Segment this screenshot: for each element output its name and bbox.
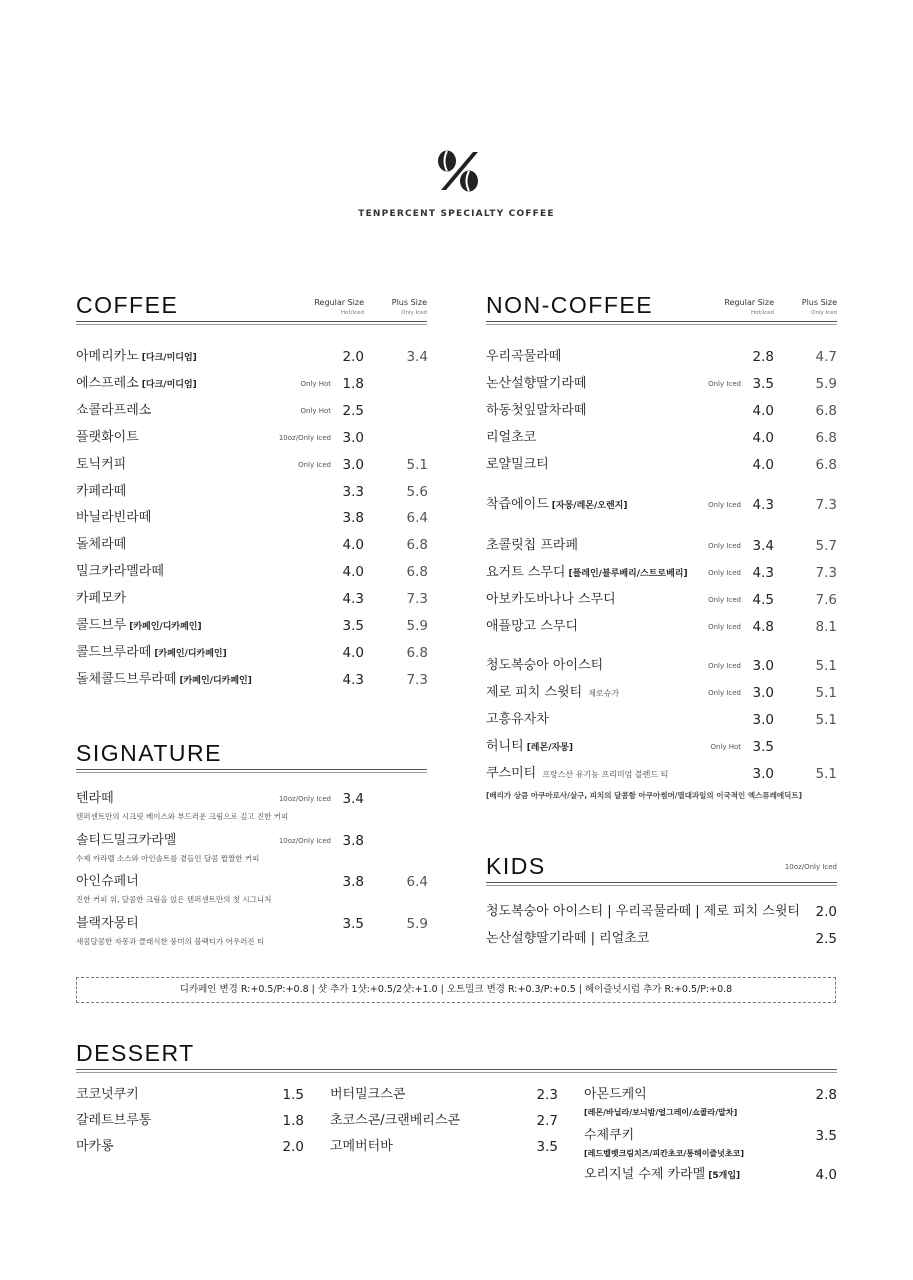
dessert-item-name: 초코스콘/크랜베리스콘 xyxy=(330,1113,460,1128)
menu-item-row xyxy=(486,656,741,676)
plus-price: 4.7 xyxy=(815,349,837,365)
regular-price: 3.8 xyxy=(342,510,364,527)
noncoffee-col-regular: Regular Size Hot/Iced xyxy=(724,298,774,316)
signature-rule xyxy=(76,769,427,770)
item-name: 착즙에이드 xyxy=(486,497,549,512)
menu-item-name xyxy=(486,656,603,676)
menu-item-row xyxy=(486,737,741,757)
kids-note: 10oz/Only Iced xyxy=(784,863,837,871)
item-note: Only Iced xyxy=(708,542,741,550)
item-name: 로얄밀크티 xyxy=(486,457,549,472)
regular-price: 2.0 xyxy=(342,349,364,365)
item-name: 토닉커피 xyxy=(76,456,127,472)
item-note: Only Hot xyxy=(710,743,741,751)
menu-item-row xyxy=(486,683,741,703)
dessert-item-name xyxy=(584,1165,740,1186)
menu-item-name xyxy=(76,589,126,609)
menu-item-row xyxy=(76,535,331,555)
regular-price: 3.3 xyxy=(342,483,364,500)
item-option: [다크/미디엄] xyxy=(141,379,197,390)
plus-price: 5.9 xyxy=(815,376,837,392)
item-memo: 제로슈가 xyxy=(588,689,620,698)
item-note: Only Iced xyxy=(708,596,741,604)
plus-price: 6.8 xyxy=(406,537,428,554)
menu-item-name xyxy=(76,535,126,555)
regular-price: 3.0 xyxy=(752,658,774,674)
kids-item-price: 2.0 xyxy=(815,904,837,920)
menu-item-name xyxy=(76,508,151,528)
item-description: 새콤달콤한 자몽과 클래식한 풍미의 블랙티가 어우러진 티 xyxy=(76,936,265,946)
regular-price: 4.0 xyxy=(752,457,774,473)
item-memo: 프랑스산 유기농 프리미엄 블렌드 티 xyxy=(542,770,669,779)
menu-item-row xyxy=(76,831,331,851)
dessert-item-name: 버터밀크스콘 xyxy=(330,1087,406,1102)
dessert-item-sub: [레몬/바닐라/보늬밤/얼그레이/쇼콜라/말차] xyxy=(584,1108,738,1117)
item-option: [다크/미디엄] xyxy=(141,353,197,363)
dessert-item-name: 코코넛쿠키 xyxy=(76,1087,139,1102)
dessert-item-price: 2.0 xyxy=(282,1139,304,1155)
regular-price: 4.0 xyxy=(342,644,364,661)
menu-item-row xyxy=(76,643,331,663)
coffee-title: COFFEE xyxy=(76,292,179,318)
menu-item-row xyxy=(76,455,331,475)
item-name: 카페모카 xyxy=(76,591,127,607)
menu-item-row xyxy=(486,455,741,475)
menu-item-row xyxy=(76,616,331,636)
item-name: 아보카도바나나 스무디 xyxy=(486,592,616,607)
item-name: 콜드브루라떼 xyxy=(76,644,152,660)
menu-item-name xyxy=(486,455,549,475)
menu-item-name xyxy=(76,562,164,582)
item-name: 밀크카라멜라떼 xyxy=(76,564,164,580)
kids-rule xyxy=(486,882,837,883)
regular-price: 4.0 xyxy=(752,430,774,446)
dessert-item-name xyxy=(584,1085,647,1105)
menu-item-name xyxy=(486,590,616,610)
menu-item-name xyxy=(486,374,586,394)
item-name: 솔티드밀크카라멜 xyxy=(76,832,177,848)
item-name: 아인슈페너 xyxy=(76,874,139,889)
dessert-item-price: 2.7 xyxy=(536,1113,558,1129)
regular-price: 3.4 xyxy=(752,538,774,554)
plus-price: 6.8 xyxy=(406,644,428,661)
plus-price: 6.8 xyxy=(815,403,837,419)
item-name: 아몬드케익 xyxy=(584,1087,647,1102)
menu-item-row xyxy=(486,563,741,583)
plus-price: 5.7 xyxy=(815,538,837,554)
item-option: [카페인/디카페인] xyxy=(129,622,202,632)
plus-price: 6.8 xyxy=(815,457,837,473)
dessert-item-name: 갈레트브루통 xyxy=(76,1113,152,1128)
regular-price: 3.8 xyxy=(342,874,364,890)
item-name: 콜드브루 xyxy=(76,618,127,633)
item-name: 에스프레소 xyxy=(76,375,139,391)
menu-item-name xyxy=(76,401,151,421)
item-option: [플레인/블루베리/스트로베리] xyxy=(568,569,688,579)
item-name: 돌체콜드브루라떼 xyxy=(76,671,177,687)
item-name: 초콜릿칩 프라페 xyxy=(486,538,579,553)
menu-item-name xyxy=(486,710,549,730)
menu-item-name xyxy=(76,914,139,934)
menu-item-row xyxy=(486,710,741,730)
coffee-col-plus: Plus Size Only Iced xyxy=(391,298,427,316)
kids-item-name: 논산설향딸기라떼 | 리얼초코 xyxy=(486,931,650,946)
item-option: [카페인/디카페인] xyxy=(154,648,227,659)
regular-price: 4.5 xyxy=(752,592,774,608)
percent-bean-logo-icon xyxy=(436,150,480,192)
item-name: 논산설향딸기라떼 xyxy=(486,376,587,391)
item-name: 애플망고 스무디 xyxy=(486,619,579,634)
menu-item-name xyxy=(486,401,586,421)
menu-item-name xyxy=(76,643,227,664)
noncoffee-rule xyxy=(486,321,837,322)
regular-price: 3.5 xyxy=(752,739,774,755)
item-note: Only Iced xyxy=(708,662,741,670)
plus-price: 5.9 xyxy=(406,915,428,932)
dessert-item-price: 2.8 xyxy=(815,1087,837,1103)
regular-price: 2.5 xyxy=(342,402,364,419)
plus-price: 6.4 xyxy=(406,874,428,890)
menu-item-name xyxy=(76,616,202,637)
menu-item-name xyxy=(76,347,197,368)
plus-price: 7.3 xyxy=(406,671,428,688)
dessert-item-price: 1.5 xyxy=(282,1087,304,1103)
menu-item-name xyxy=(76,455,126,475)
item-note: 10oz/Only Iced xyxy=(278,795,331,803)
kids-title: KIDS xyxy=(486,853,546,879)
regular-price: 1.8 xyxy=(342,375,364,392)
plus-price: 5.1 xyxy=(406,456,428,473)
noncoffee-title: NON-COFFEE xyxy=(486,292,654,318)
regular-price: 4.0 xyxy=(342,537,364,554)
kids-item-price: 2.5 xyxy=(815,931,837,947)
item-name: 카페라떼 xyxy=(76,483,127,499)
regular-price: 4.3 xyxy=(342,671,364,688)
item-name: 우리곡물라떼 xyxy=(486,349,562,364)
regular-price: 3.5 xyxy=(752,376,774,392)
menu-item-row xyxy=(486,617,741,637)
menu-item-name xyxy=(486,764,668,785)
plus-price: 7.3 xyxy=(815,497,837,513)
regular-price: 3.4 xyxy=(342,791,364,807)
plus-price: 5.1 xyxy=(815,766,837,782)
plus-price: 5.1 xyxy=(815,712,837,728)
menu-item-row xyxy=(76,589,331,609)
item-note: Only Iced xyxy=(708,501,741,509)
menu-item-name xyxy=(486,563,688,584)
menu-item-name xyxy=(76,428,139,448)
item-name: 바닐라빈라떼 xyxy=(76,510,152,526)
item-note: Only Iced xyxy=(708,569,741,577)
plus-price: 6.4 xyxy=(406,510,428,527)
regular-price: 4.3 xyxy=(752,497,774,513)
item-note: Only Hot xyxy=(300,379,331,388)
menu-item-row xyxy=(486,347,741,367)
menu-item-row xyxy=(76,872,331,892)
item-name: 리얼초코 xyxy=(486,430,537,445)
plus-price: 7.6 xyxy=(815,592,837,608)
regular-price: 4.3 xyxy=(752,565,774,581)
item-name: 쿠스미티 xyxy=(486,766,537,781)
item-option: [레몬/자몽] xyxy=(526,743,573,753)
dessert-rule xyxy=(76,1069,837,1070)
item-name: 텐라떼 xyxy=(76,791,114,806)
menu-item-name xyxy=(486,495,627,516)
dessert-item-price: 3.5 xyxy=(536,1139,558,1155)
dessert-item-name xyxy=(584,1126,634,1146)
plus-price: 5.9 xyxy=(406,618,428,634)
item-name: 블랙자몽티 xyxy=(76,915,139,931)
plus-price: 6.8 xyxy=(406,564,428,581)
plus-price: 5.1 xyxy=(815,658,837,674)
regular-price: 4.8 xyxy=(752,619,774,635)
plus-price: 8.1 xyxy=(815,619,837,635)
plus-price: 7.3 xyxy=(815,565,837,581)
plus-price: 5.1 xyxy=(815,685,837,701)
menu-item-row xyxy=(76,374,331,394)
regular-price: 3.0 xyxy=(752,712,774,728)
item-name: 돌체라떼 xyxy=(76,537,127,553)
menu-item-name xyxy=(486,428,536,448)
item-name: 쇼콜라프레소 xyxy=(76,402,152,418)
regular-price: 4.0 xyxy=(752,403,774,419)
item-description: 텐퍼센트만의 시크릿 베이스와 부드러운 크림으로 깊고 진한 커피 xyxy=(76,812,289,821)
menu-item-row xyxy=(486,401,741,421)
menu-item-name xyxy=(486,347,561,367)
signature-title: SIGNATURE xyxy=(76,740,222,766)
plus-price: 3.4 xyxy=(406,349,428,365)
menu-item-name xyxy=(76,670,252,691)
plus-price: 7.3 xyxy=(406,591,428,608)
item-note: Only Iced xyxy=(708,623,741,631)
dessert-title: DESSERT xyxy=(76,1040,195,1066)
menu-item-name xyxy=(486,737,573,758)
item-name: 제로 피치 스윗티 xyxy=(486,685,583,700)
dessert-item-price: 3.5 xyxy=(815,1128,837,1144)
item-note: Only Iced xyxy=(708,689,741,697)
item-note: Only Iced xyxy=(708,380,741,388)
regular-price: 2.8 xyxy=(752,349,774,365)
menu-item-name xyxy=(76,482,126,502)
item-note: 10oz/Only Iced xyxy=(278,433,331,442)
menu-item-row xyxy=(76,562,331,582)
menu-item-name xyxy=(486,536,578,556)
menu-item-row xyxy=(486,764,741,784)
item-name: 아메리카노 xyxy=(76,349,139,364)
menu-item-name xyxy=(76,374,197,395)
regular-price: 3.0 xyxy=(342,456,364,473)
item-name: 플랫화이트 xyxy=(76,429,139,445)
plus-price: 6.8 xyxy=(815,430,837,446)
item-name: 하동첫잎말차라떼 xyxy=(486,403,587,418)
regular-price: 3.0 xyxy=(752,685,774,701)
menu-item-row xyxy=(76,482,331,502)
dessert-item-sub: [레드벨벳크림치즈/피칸초코/통헤이즐넛초코] xyxy=(584,1149,744,1158)
coffee-col-regular: Regular Size Hot/Iced xyxy=(314,298,364,316)
dessert-item-price: 1.8 xyxy=(282,1113,304,1129)
regular-price: 3.0 xyxy=(342,429,364,446)
menu-item-row xyxy=(76,508,331,528)
item-note: Only Iced xyxy=(298,460,331,469)
kids-item-name: 청도복숭아 아이스티 | 우리곡물라떼 | 제로 피치 스윗티 xyxy=(486,904,800,919)
menu-item-row xyxy=(76,428,331,448)
menu-item-name xyxy=(76,831,176,851)
regular-price: 3.0 xyxy=(752,766,774,782)
plus-price: 5.6 xyxy=(406,483,428,500)
item-name: 허니티 xyxy=(486,739,524,754)
item-description: 수제 카라멜 소스와 아인솔트를 곁들인 달콤 짭짤한 커피 xyxy=(76,853,260,863)
menu-item-row xyxy=(486,428,741,448)
menu-item-row xyxy=(76,789,331,809)
dessert-item-name: 고메버터바 xyxy=(330,1139,393,1154)
options-box: 디카페인 변경 R:+0.5/P:+0.8 | 샷 추가 1샷:+0.5/2샷:+1.0 | 오트밀크 변경 R:+0.3/P:+0.5 | 헤이즐넛시럽 추가 R:+0.5/P:+0.8 xyxy=(76,977,836,1003)
item-option: [5개입] xyxy=(708,1171,741,1181)
item-name: 청도복숭아 아이스티 xyxy=(486,658,604,673)
regular-price: 4.3 xyxy=(342,591,364,608)
noncoffee-col-plus: Plus Size Only Iced xyxy=(801,298,837,316)
item-note: Only Hot xyxy=(300,406,331,415)
menu-item-name xyxy=(486,617,578,637)
regular-price: 4.0 xyxy=(342,564,364,581)
item-option: [자몽/레몬/오렌지] xyxy=(551,501,628,511)
menu-item-row xyxy=(486,495,741,515)
brand-name: TENPERCENT SPECIALTY COFFEE xyxy=(358,209,555,219)
regular-price: 3.8 xyxy=(342,832,364,849)
kusmi-description: [베리가 상큼 아쿠아로사/살구, 피치의 달콤함 아쿠아썸머/열대과일의 이국적인 엑스퓨레에딕트] xyxy=(486,791,803,800)
item-name: 오리지널 수제 카라멜 xyxy=(584,1167,706,1182)
coffee-rule xyxy=(76,321,427,322)
menu-item-row xyxy=(76,401,331,421)
menu-item-row xyxy=(486,374,741,394)
item-description: 진한 커피 위, 달콤한 크림을 얹은 텐퍼센트만의 첫 시그니처 xyxy=(76,895,272,904)
menu-item-row xyxy=(486,590,741,610)
dessert-item-name: 마카롱 xyxy=(76,1139,114,1154)
regular-price: 3.5 xyxy=(342,618,364,634)
menu-item-row xyxy=(76,347,331,367)
item-name: 고흥유자차 xyxy=(486,712,549,727)
menu-item-row xyxy=(76,914,331,934)
menu-item-name xyxy=(76,872,139,892)
item-note: 10oz/Only Iced xyxy=(278,836,331,845)
dessert-item-price: 4.0 xyxy=(815,1167,837,1183)
regular-price: 3.5 xyxy=(342,915,364,932)
menu-item-row xyxy=(486,536,741,556)
item-option: [카페인/디카페인] xyxy=(179,675,252,686)
menu-item-row xyxy=(76,670,331,690)
item-name: 수제쿠키 xyxy=(584,1128,635,1143)
dessert-item-price: 2.3 xyxy=(536,1087,558,1103)
item-name: 요거트 스무디 xyxy=(486,565,566,580)
menu-item-name xyxy=(486,683,619,704)
menu-item-name xyxy=(76,789,114,809)
